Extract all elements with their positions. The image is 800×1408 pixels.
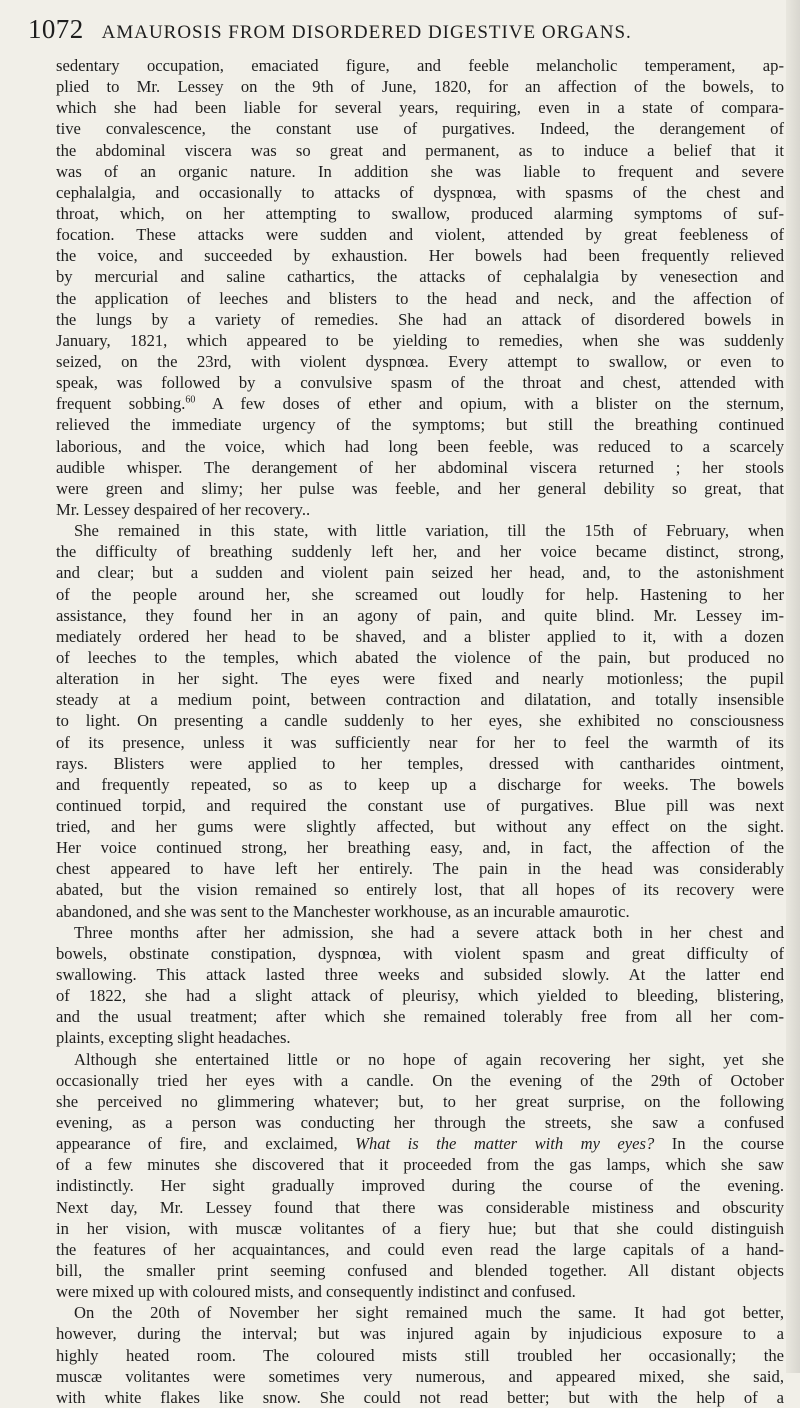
text-line: swallowing. This attack lasted three weeks and subsided slowly. At the latter end <box>56 965 784 985</box>
page-edge <box>786 0 800 1373</box>
text-line: the difficulty of breathing suddenly left her, and her voice became distinct, strong, <box>56 542 784 562</box>
text-line: and the usual treatment; after which she remained tolerably free from all her com- <box>56 1007 784 1027</box>
text-line: and frequently repeated, so as to keep up a discharge for weeks. The bowels <box>56 774 784 794</box>
text-line: focation. These attacks were sudden and violent, attended by great feebleness of <box>56 225 784 245</box>
text-line: of a few minutes she discovered that it proceeded from the gas lamps, which she saw <box>56 1155 784 1175</box>
text-line: bowels, obstinate constipation, dyspnœa, with violent spasm and great difficulty of <box>56 943 784 963</box>
text-line: to light. On presenting a candle suddenly to her eyes, she exhibited no consciousness <box>56 711 784 731</box>
text-line: steady at a medium point, between contraction and dilatation, and totally insensible <box>56 690 784 710</box>
text-line: tive convalescence, the constant use of purgatives. Indeed, the derangement of <box>56 119 784 139</box>
text-line: plied to Mr. Lessey on the 9th of June, 1820, for an affection of the bowels, to <box>56 77 784 97</box>
text-line: and clear; but a sudden and violent pain seized her head, and, to the astonishment <box>56 563 784 583</box>
text-line: indistinctly. Her sight gradually improved during the course of the evening. <box>56 1176 784 1196</box>
text-line: highly heated room. The coloured mists still troubled her occasionally; the <box>56 1345 784 1365</box>
text-line: of leeches to the temples, which abated the violence of the pain, but produced no <box>56 647 784 667</box>
text-line: throat, which, on her attempting to swallow, produced alarming symptoms of suf- <box>56 203 784 223</box>
text-line: appearance of fire, and exclaimed, What is the matter with my eyes? In the course <box>56 1134 784 1154</box>
text-line: she perceived no glimmering whatever; but, to her great surprise, on the following <box>56 1091 784 1111</box>
text-line: plaints, excepting slight headaches. <box>56 1028 291 1048</box>
text-line: Her voice continued strong, her breathing easy, and, in fact, the affection of the <box>56 838 784 858</box>
text-line: Although she entertained little or no hope of again recovering her sight, yet she <box>74 1049 784 1069</box>
text-line: chest appeared to have left her entirely. The pain in the head was considerably <box>56 859 784 879</box>
footnote-ref: 60 <box>185 394 196 406</box>
text-line: was of an organic nature. In addition she was liable to frequent and severe <box>56 161 784 181</box>
body-text <box>56 55 784 1408</box>
text-line: the abdominal viscera was so great and permanent, as to induce a belief that it <box>56 140 784 160</box>
text-line: the lungs by a variety of remedies. She had an attack of disordered bowels in <box>56 309 784 329</box>
italic-quote: What is the matter with my eyes? <box>355 1134 655 1154</box>
text-line: tried, and her gums were slightly affected, but without any effect on the sight. <box>56 817 784 837</box>
text-line: evening, as a person was conducting her through the streets, she saw a confused <box>56 1113 784 1133</box>
text-line: in her vision, with muscæ volitantes of a fiery hue; but that she could distinguish <box>56 1218 784 1238</box>
text-line: frequent sobbing.$^{60}$ A few doses of ether and opium, with a blister on the sternum, <box>56 394 784 414</box>
text-line: were green and slimy; her pulse was feeble, and her general debility so great, that <box>56 478 784 498</box>
text-line: which she had been liable for several years, requiring, even in a state of compara- <box>56 98 784 118</box>
text-line: On the 20th of November her sight remained much the same. It had got better, <box>74 1303 784 1323</box>
text-line: cephalalgia, and occasionally to attacks of dyspnœa, with spasms of the chest and <box>56 182 784 202</box>
text-line: of its presence, unless it was sufficiently near for her to feel the warmth of its <box>56 732 784 752</box>
text-line: January, 1821, which appeared to be yielding to remedies, when she was suddenly <box>56 330 784 350</box>
text-line: sedentary occupation, emaciated figure, and feeble melancholic temperament, ap- <box>56 56 784 75</box>
text-line: with white flakes like snow. She could not read better; but with the help of a <box>56 1387 784 1407</box>
text-line: abandoned, and she was sent to the Manchester workhouse, as an incurable amaurotic. <box>56 901 630 921</box>
text-line: by mercurial and saline cathartics, the attacks of cephalalgia by venesection and <box>56 267 784 287</box>
text-line: of 1822, she had a slight attack of pleurisy, which yielded to bleeding, blistering, <box>56 986 784 1006</box>
text-line: however, during the interval; but was injured again by injudicious exposure to a <box>56 1324 784 1344</box>
page-number: 1072 <box>28 14 84 44</box>
text-line: laborious, and the voice, which had long been feeble, was reduced to a scarcely <box>56 436 784 456</box>
text-line: speak, was followed by a convulsive spasm of the throat and chest, attended with <box>56 373 784 393</box>
text-line: abated, but the vision remained so entirely lost, that all hopes of its recovery were <box>56 880 784 900</box>
text-line: of the people around her, she screamed out loudly for help. Hastening to her <box>56 584 784 604</box>
running-head <box>28 14 768 45</box>
text-line: Next day, Mr. Lessey found that there was considerable mistiness and obscurity <box>56 1197 784 1217</box>
text-line: mediately ordered her head to be shaved, and a blister applied to it, with a dozen <box>56 626 784 646</box>
text-line: occasionally tried her eyes with a candle. On the evening of the 29th of October <box>56 1070 784 1090</box>
text-line: seized, on the 23rd, with violent dyspnœa. Every attempt to swallow, or even to <box>56 351 784 371</box>
text-line: continued torpid, and required the constant use of purgatives. Blue pill was next <box>56 795 784 815</box>
text-line: Mr. Lessey despaired of her recovery.. <box>56 499 311 519</box>
text-line: the application of leeches and blisters to the head and neck, and the affection of <box>56 288 784 308</box>
text-line: She remained in this state, with little variation, till the 15th of February, when <box>74 521 784 541</box>
text-line: alteration in her sight. The eyes were fixed and nearly motionless; the pupil <box>56 669 784 689</box>
text-line: muscæ volitantes were sometimes very numerous, and appeared mixed, she said, <box>56 1366 784 1386</box>
text-line: audible whisper. The derangement of her abdominal viscera returned ; her stools <box>56 457 784 477</box>
text-line: Three months after her admission, she had a severe attack both in her chest and <box>74 922 784 942</box>
running-title: AMAUROSIS FROM DISORDERED DIGESTIVE ORGANS. <box>101 22 632 43</box>
text-line: the features of her acquaintances, and could even read the large capitals of a hand- <box>56 1239 784 1259</box>
text-line: relieved the immediate urgency of the symptoms; but still the breathing continued <box>56 415 784 435</box>
text-line: the voice, and succeeded by exhaustion. Her bowels had been frequently relieved <box>56 246 784 266</box>
text-line: assistance, they found her in an agony of pain, and quite blind. Mr. Lessey im- <box>56 605 784 625</box>
text-line: rays. Blisters were applied to her temples, dressed with cantharides ointment, <box>56 753 784 773</box>
text-line: were mixed up with coloured mists, and consequently indistinct and confused. <box>56 1282 576 1302</box>
text-line: bill, the smaller print seeming confused and blended together. All distant objects <box>56 1261 784 1281</box>
